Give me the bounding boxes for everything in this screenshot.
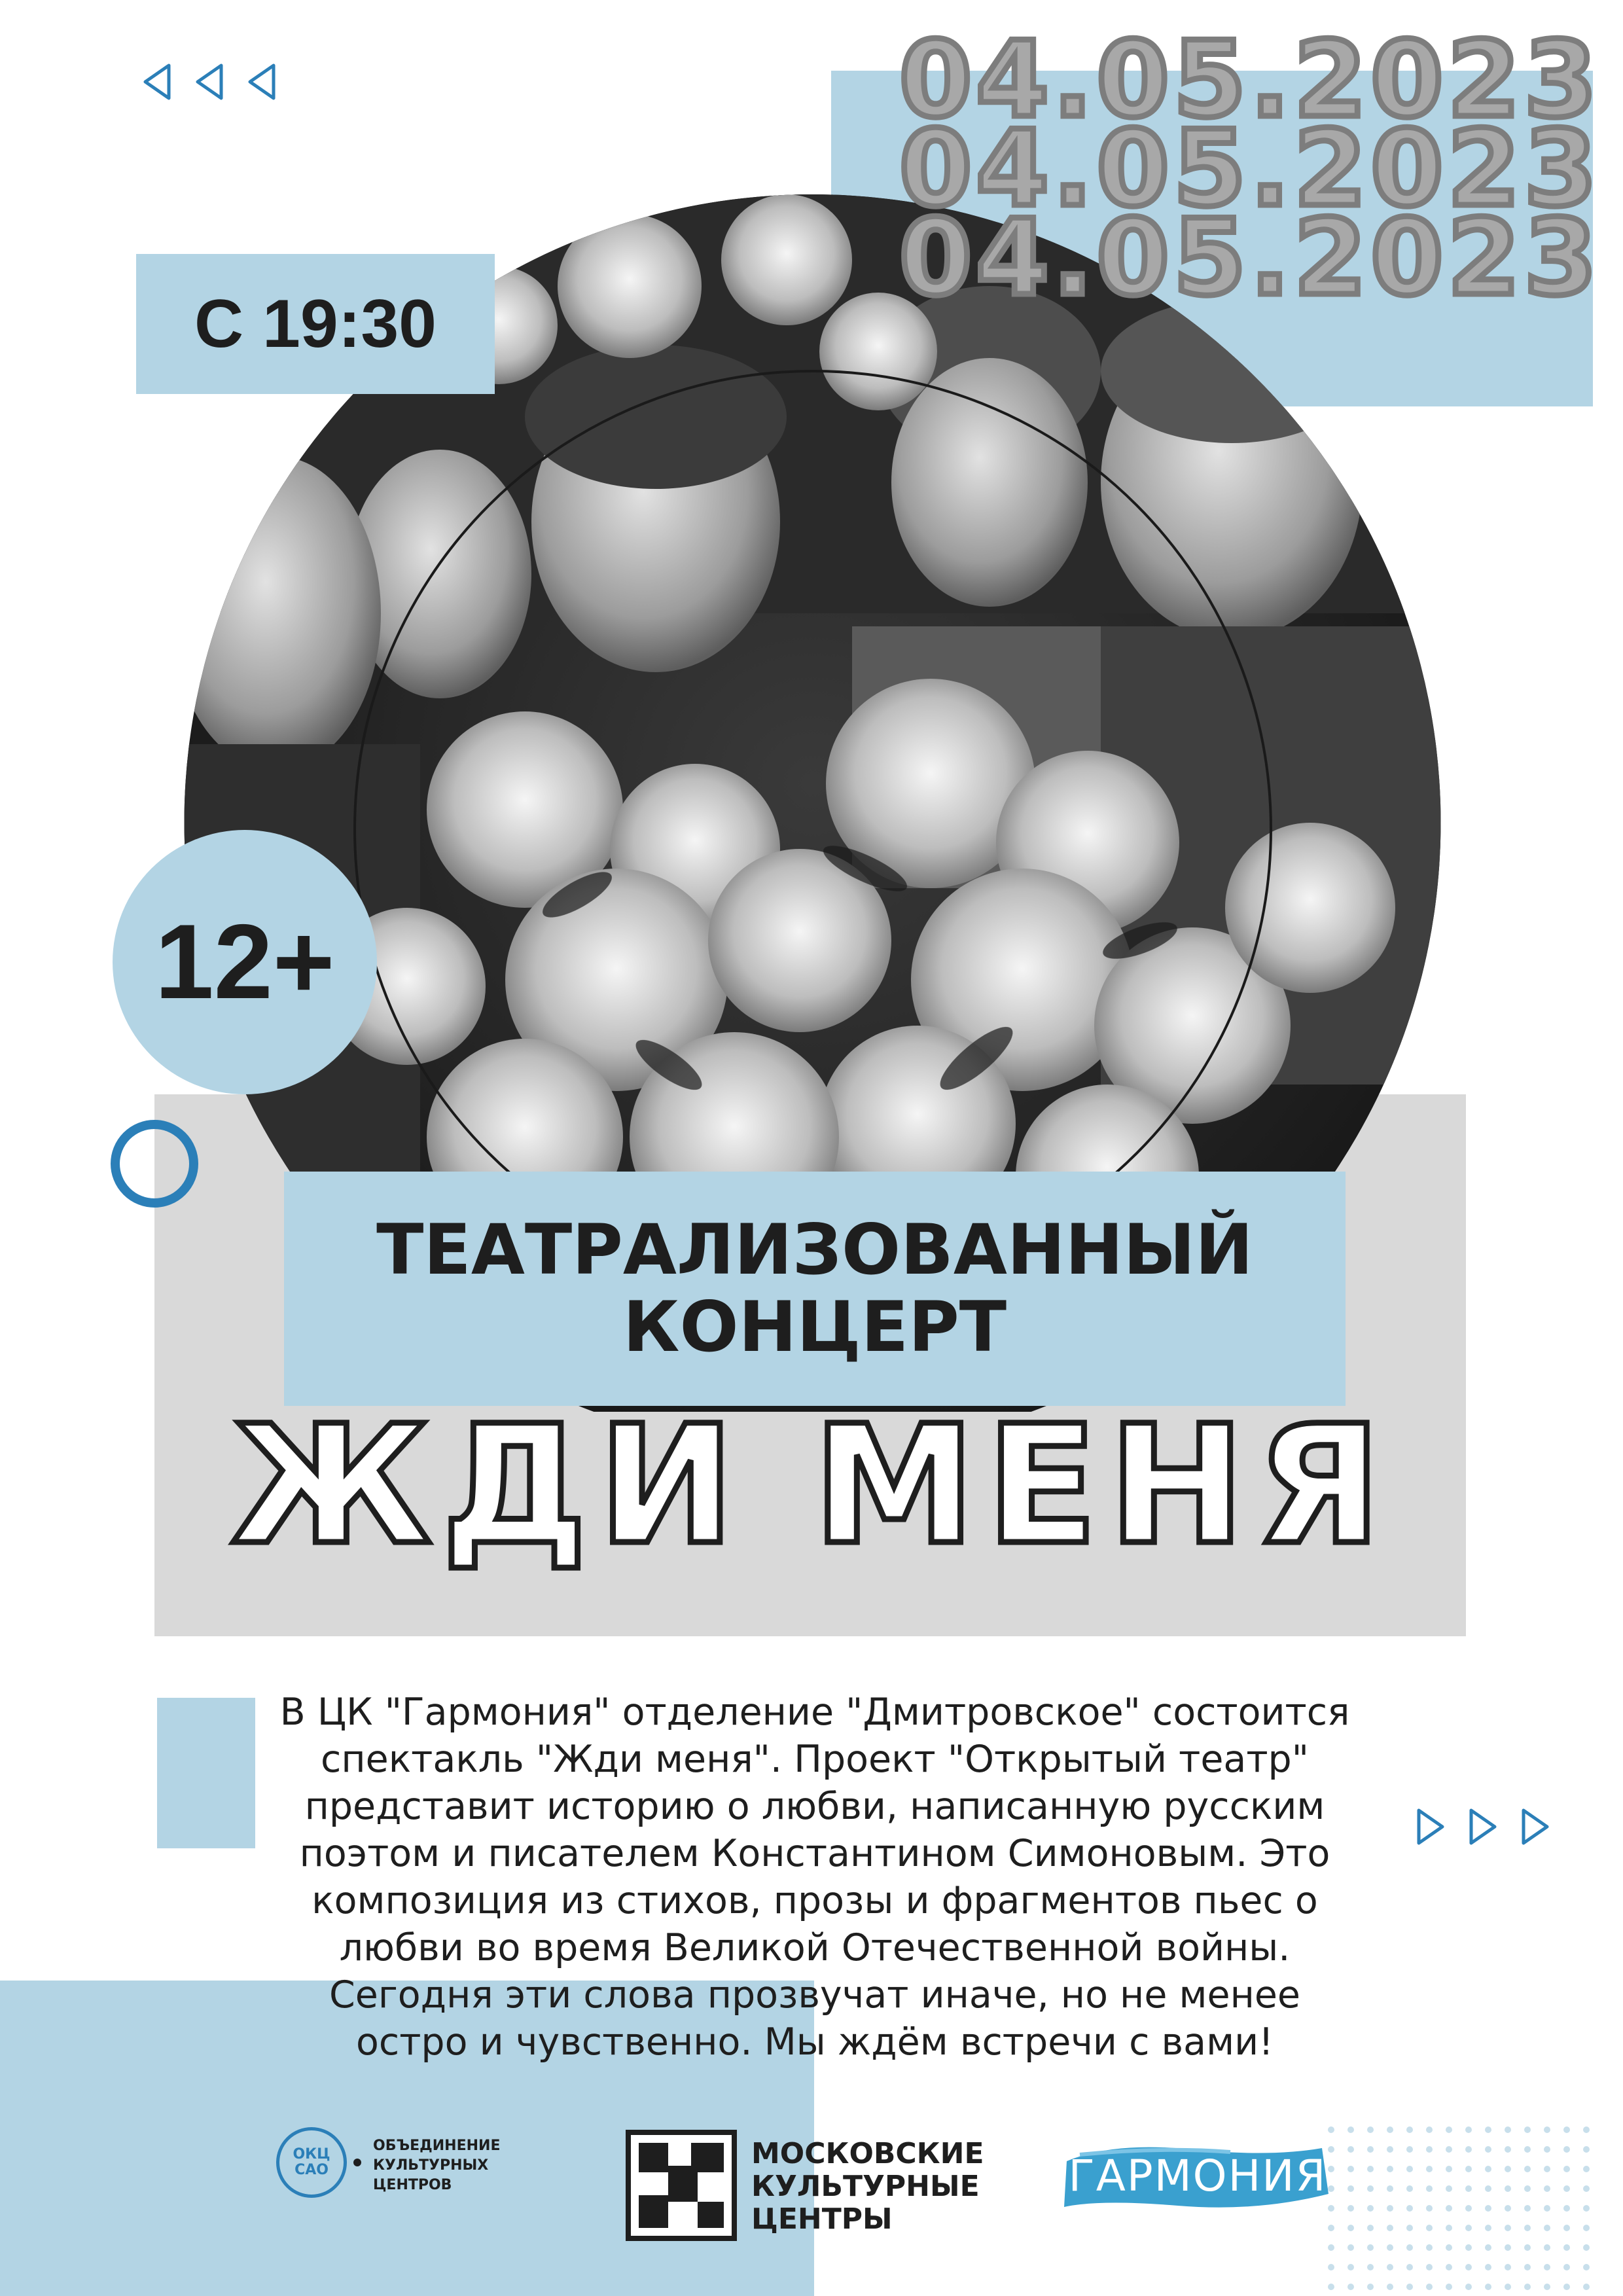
pattern-dot [1583, 2146, 1590, 2153]
dot-pattern [1322, 2121, 1610, 2296]
pattern-dot [1387, 2225, 1393, 2231]
pattern-dot [1347, 2264, 1354, 2270]
pattern-dot [1347, 2244, 1354, 2251]
pattern-dot [1465, 2225, 1472, 2231]
pattern-dot [1505, 2146, 1511, 2153]
pattern-dot [1544, 2126, 1550, 2133]
mkc-text-line: ЦЕНТРЫ [751, 2202, 893, 2236]
pattern-dot [1524, 2264, 1531, 2270]
pattern-dot [1387, 2205, 1393, 2212]
pattern-dot [1505, 2126, 1511, 2133]
pattern-dot [1406, 2284, 1413, 2290]
pattern-dot [1367, 2146, 1374, 2153]
pattern-dot [1465, 2126, 1472, 2133]
pattern-dot [1465, 2166, 1472, 2172]
pattern-dot [1328, 2284, 1334, 2290]
pattern-dot [1426, 2244, 1433, 2251]
pattern-dot [1406, 2126, 1413, 2133]
pattern-dot [1544, 2264, 1550, 2270]
okc-text-line: КУЛЬТУРНЫХ [373, 2157, 489, 2174]
pattern-dot [1524, 2146, 1531, 2153]
pattern-dot [1367, 2264, 1374, 2270]
pattern-dot [1406, 2264, 1413, 2270]
event-description [164, 1689, 1466, 2066]
pattern-dot [1485, 2126, 1491, 2133]
pattern-dot [1367, 2284, 1374, 2290]
mkc-text-line: КУЛЬТУРНЫЕ [751, 2170, 980, 2203]
pattern-dot [1446, 2284, 1452, 2290]
pattern-dot [1367, 2126, 1374, 2133]
description-line: спектакль "Жди меня". Проект "Открытый театр" [321, 1738, 1309, 1781]
pattern-dot [1544, 2205, 1550, 2212]
okc-text [373, 2136, 500, 2195]
pattern-dot [1406, 2225, 1413, 2231]
garmonia-logo [1060, 2135, 1335, 2220]
pattern-dot [1387, 2284, 1393, 2290]
pattern-dot [1446, 2126, 1452, 2133]
pattern-dot [1583, 2284, 1590, 2290]
event-date-3: 04.05.2023 [899, 196, 1601, 319]
pattern-dot [1446, 2225, 1452, 2231]
pattern-dot [1544, 2225, 1550, 2231]
pattern-dot [1583, 2185, 1590, 2192]
pattern-dot [1328, 2166, 1334, 2172]
pattern-dot [1505, 2185, 1511, 2192]
pattern-dot [1583, 2244, 1590, 2251]
mkc-text [751, 2138, 984, 2236]
pattern-dot [1583, 2205, 1590, 2212]
pattern-dot [1426, 2185, 1433, 2192]
pattern-dot [1347, 2126, 1354, 2133]
description-line: В ЦК "Гармония" отделение "Дмитровское" состоится [279, 1691, 1350, 1734]
pattern-dot [1328, 2126, 1334, 2133]
pattern-dot [1446, 2244, 1452, 2251]
pattern-dot [1387, 2185, 1393, 2192]
pattern-dot [1446, 2264, 1452, 2270]
pattern-dot [1406, 2166, 1413, 2172]
pattern-dot [1563, 2264, 1570, 2270]
pattern-dot [1328, 2146, 1334, 2153]
pattern-dot [1387, 2264, 1393, 2270]
pattern-dot [1563, 2244, 1570, 2251]
pattern-dot [1406, 2146, 1413, 2153]
pattern-dot [1406, 2185, 1413, 2192]
pattern-dot [1485, 2264, 1491, 2270]
pattern-dot [1387, 2244, 1393, 2251]
pattern-dot [1505, 2284, 1511, 2290]
pattern-dot [1367, 2244, 1374, 2251]
okc-text-line: ОБЪЕДИНЕНИЕ [373, 2138, 501, 2154]
age-rating: 12+ [113, 830, 377, 1094]
pattern-dot [1563, 2205, 1570, 2212]
description-line: Сегодня эти слова прозвучат иначе, но не менее [329, 1973, 1300, 2017]
pattern-dot [1465, 2284, 1472, 2290]
pattern-dot [1387, 2166, 1393, 2172]
pattern-dot [1406, 2205, 1413, 2212]
pattern-dot [1485, 2205, 1491, 2212]
pattern-dot [1485, 2225, 1491, 2231]
pattern-dot [1367, 2166, 1374, 2172]
pattern-dot [1465, 2205, 1472, 2212]
mkc-logo [626, 2130, 992, 2241]
event-date-2: 04.05.2023 [899, 107, 1601, 230]
description-line: композиция из стихов, прозы и фрагментов пьес о [312, 1879, 1318, 1922]
mkc-emblem-icon [626, 2130, 737, 2241]
event-date-1: 04.05.2023 [899, 18, 1601, 141]
pattern-dot [1347, 2166, 1354, 2172]
pattern-dot [1485, 2185, 1491, 2192]
pattern-dot [1367, 2225, 1374, 2231]
pattern-dot [1347, 2205, 1354, 2212]
pattern-dot [1446, 2166, 1452, 2172]
pattern-dot [1583, 2126, 1590, 2133]
mkc-text-line: МОСКОВСКИЕ [751, 2137, 984, 2170]
event-time: С 19:30 [136, 254, 495, 394]
pattern-dot [1563, 2225, 1570, 2231]
pattern-dot [1426, 2225, 1433, 2231]
pattern-dot [1544, 2284, 1550, 2290]
pattern-dot [1347, 2225, 1354, 2231]
description-line: представит историю о любви, написанную русским [304, 1785, 1325, 1828]
pattern-dot [1328, 2205, 1334, 2212]
pattern-dot [1524, 2185, 1531, 2192]
description-line: остро и чувственно. Мы ждём встречи с вами! [356, 2020, 1274, 2064]
pattern-dot [1563, 2284, 1570, 2290]
pattern-dot [1524, 2225, 1531, 2231]
pattern-dot [1426, 2264, 1433, 2270]
okc-badge-top: ОКЦ [293, 2146, 330, 2162]
pattern-dot [1465, 2264, 1472, 2270]
okc-badge [276, 2127, 347, 2198]
pattern-dot [1563, 2126, 1570, 2133]
subtitle-line-1: ТЕАТРАЛИЗОВАННЫЙ [376, 1210, 1253, 1290]
event-title: ЖДИ МЕНЯ [230, 1390, 1393, 1581]
pattern-dot [1563, 2146, 1570, 2153]
pattern-dot [1583, 2225, 1590, 2231]
pattern-dot [1367, 2205, 1374, 2212]
pattern-dot [1505, 2166, 1511, 2172]
pattern-dot [1347, 2185, 1354, 2192]
pattern-dot [1583, 2264, 1590, 2270]
pattern-dot [1328, 2185, 1334, 2192]
pattern-dot [1387, 2146, 1393, 2153]
description-line: поэтом и писателем Константином Симоновым. Это [299, 1832, 1330, 1875]
pattern-dot [1426, 2205, 1433, 2212]
event-subtitle [284, 1172, 1346, 1406]
pattern-dot [1505, 2264, 1511, 2270]
pattern-dot [1544, 2185, 1550, 2192]
pattern-dot [1406, 2244, 1413, 2251]
pattern-dot [1505, 2225, 1511, 2231]
subtitle-line-2: КОНЦЕРТ [622, 1287, 1007, 1367]
pattern-dot [1426, 2146, 1433, 2153]
pattern-dot [1465, 2244, 1472, 2251]
okc-badge-bottom: САО [294, 2162, 329, 2178]
pattern-dot [1465, 2146, 1472, 2153]
pattern-dot [1485, 2146, 1491, 2153]
pattern-dot [1426, 2284, 1433, 2290]
pattern-dot [1524, 2284, 1531, 2290]
description-line: любви во время Великой Отечественной войны. [339, 1926, 1291, 1969]
okc-text-line: ЦЕНТРОВ [373, 2177, 452, 2193]
pattern-dot [1544, 2166, 1550, 2172]
pattern-dot [1328, 2225, 1334, 2231]
pattern-dot [1524, 2126, 1531, 2133]
pattern-dot [1446, 2146, 1452, 2153]
pattern-dot [1446, 2205, 1452, 2212]
pattern-dot [1387, 2126, 1393, 2133]
ring-icon [106, 1115, 203, 1212]
pattern-dot [1328, 2264, 1334, 2270]
okc-dot [353, 2159, 361, 2166]
pattern-dot [1446, 2185, 1452, 2192]
pattern-dot [1485, 2166, 1491, 2172]
pattern-dot [1563, 2185, 1570, 2192]
pattern-dot [1524, 2244, 1531, 2251]
pattern-dot [1367, 2185, 1374, 2192]
pattern-dot [1563, 2166, 1570, 2172]
pattern-dot [1465, 2185, 1472, 2192]
left-triangle-arrows-icon [140, 62, 284, 102]
pattern-dot [1544, 2146, 1550, 2153]
pattern-dot [1347, 2146, 1354, 2153]
pattern-dot [1524, 2166, 1531, 2172]
pattern-dot [1426, 2166, 1433, 2172]
pattern-dot [1583, 2166, 1590, 2172]
pattern-dot [1485, 2244, 1491, 2251]
garmonia-text: ГАРМОНИЯ [1068, 2151, 1327, 2201]
pattern-dot [1505, 2205, 1511, 2212]
pattern-dot [1505, 2244, 1511, 2251]
pattern-dot [1544, 2244, 1550, 2251]
pattern-dot [1328, 2244, 1334, 2251]
pattern-dot [1426, 2126, 1433, 2133]
pattern-dot [1347, 2284, 1354, 2290]
pattern-dot [1524, 2205, 1531, 2212]
pattern-dot [1485, 2284, 1491, 2290]
okc-logo [276, 2121, 551, 2212]
